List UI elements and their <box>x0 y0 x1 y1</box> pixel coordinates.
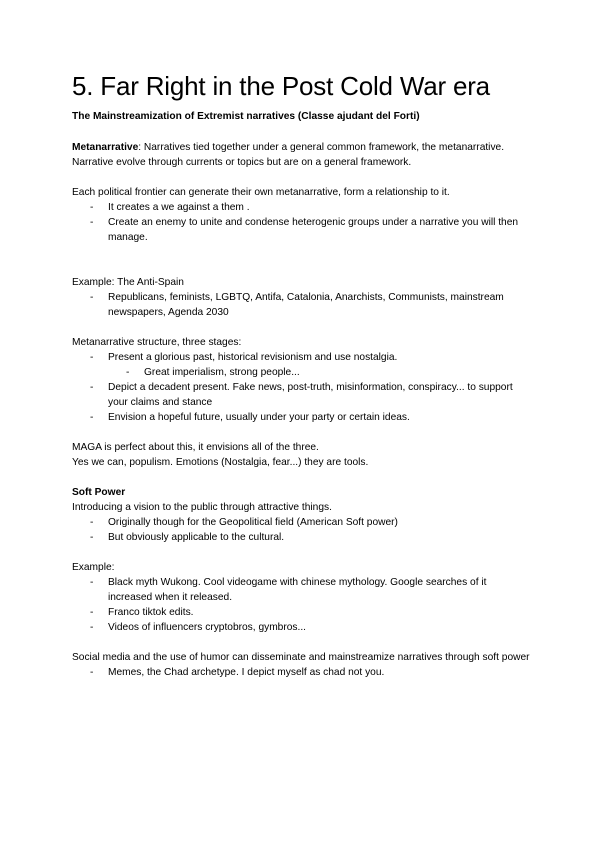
bullet-dash: - <box>90 517 94 528</box>
bullet-dash: - <box>90 412 94 423</box>
example2-intro: Example: <box>72 562 115 573</box>
bullet-dash: - <box>90 607 94 618</box>
bullet-dash: - <box>90 217 94 228</box>
bullet-dash: - <box>90 292 94 303</box>
metanarrative-definition: : Narratives tied together under a general common framework, the metanarrative. Narrative evolve through currents or topics but are on a general framework. <box>72 142 505 168</box>
bullet-dash: - <box>90 352 94 363</box>
maga-line-1: MAGA is perfect about this, it envisions all of the three. <box>72 442 319 453</box>
metanarrative-term: Metanarrative <box>72 142 139 153</box>
bullet-dash: - <box>90 622 94 633</box>
list-item: - Create an enemy to unite and condense heterogenic groups under a narrative you will then manage. <box>90 217 519 243</box>
maga-line-2: Yes we can, populism. Emotions (Nostalgia, fear...) they are tools. <box>72 457 369 468</box>
bullet-dash: - <box>90 667 94 678</box>
bullet-dash: - <box>90 577 94 588</box>
list-item: - But obviously applicable to the cultural. <box>90 532 285 543</box>
structure-list <box>72 350 532 425</box>
softpower-intro: Introducing a vision to the public through attractive things. <box>72 502 332 513</box>
metanarrative-paragraph <box>72 140 532 170</box>
list-item: - It creates a we against a them . <box>90 202 250 213</box>
bullet-dash: - <box>126 367 130 378</box>
list-item: - Originally though for the Geopolitical field (American Soft power) <box>90 517 398 528</box>
document-page <box>72 68 532 680</box>
frontier-list <box>72 200 532 245</box>
list-item: - Memes, the Chad archetype. I depict myself as chad not you. <box>90 667 385 678</box>
social-list <box>72 665 532 680</box>
sub-list-item: - Great imperialism, strong people... <box>126 367 300 378</box>
list-item: - Depict a decadent present. Fake news, post-truth, misinformation, conspiracy... to support your claims and stance <box>90 382 513 408</box>
list-item: - Present a glorious past, historical revisionism and use nostalgia. <box>90 352 398 363</box>
structure-intro: Metanarrative structure, three stages: <box>72 337 242 348</box>
list-item: - Black myth Wukong. Cool videogame with chinese mythology. Google searches of it increased when it released. <box>90 577 487 603</box>
list-item: - Republicans, feminists, LGBTQ, Antifa, Catalonia, Anarchists, Communists, mainstream newspapers, Agenda 2030 <box>90 292 504 318</box>
frontier-intro: Each political frontier can generate their own metanarrative, form a relationship to it. <box>72 187 450 198</box>
page-title: 5. Far Right in the Post Cold War era <box>72 71 490 101</box>
list-item: - Franco tiktok edits. <box>90 607 194 618</box>
example2-list <box>72 575 532 635</box>
antispain-intro: Example: The Anti-Spain <box>72 277 184 288</box>
bullet-dash: - <box>90 532 94 543</box>
antispain-list <box>72 290 532 320</box>
bullet-dash: - <box>90 382 94 393</box>
list-item: - Envision a hopeful future, usually under your party or certain ideas. <box>90 412 410 423</box>
page-subtitle: The Mainstreamization of Extremist narratives (Classe ajudant del Forti) <box>72 111 420 122</box>
bullet-dash: - <box>90 202 94 213</box>
social-intro: Social media and the use of humor can disseminate and mainstreamize narratives through soft power <box>72 652 530 663</box>
list-item: - Videos of influencers cryptobros, gymbros... <box>90 622 306 633</box>
softpower-heading: Soft Power <box>72 487 126 498</box>
softpower-list <box>72 515 532 545</box>
